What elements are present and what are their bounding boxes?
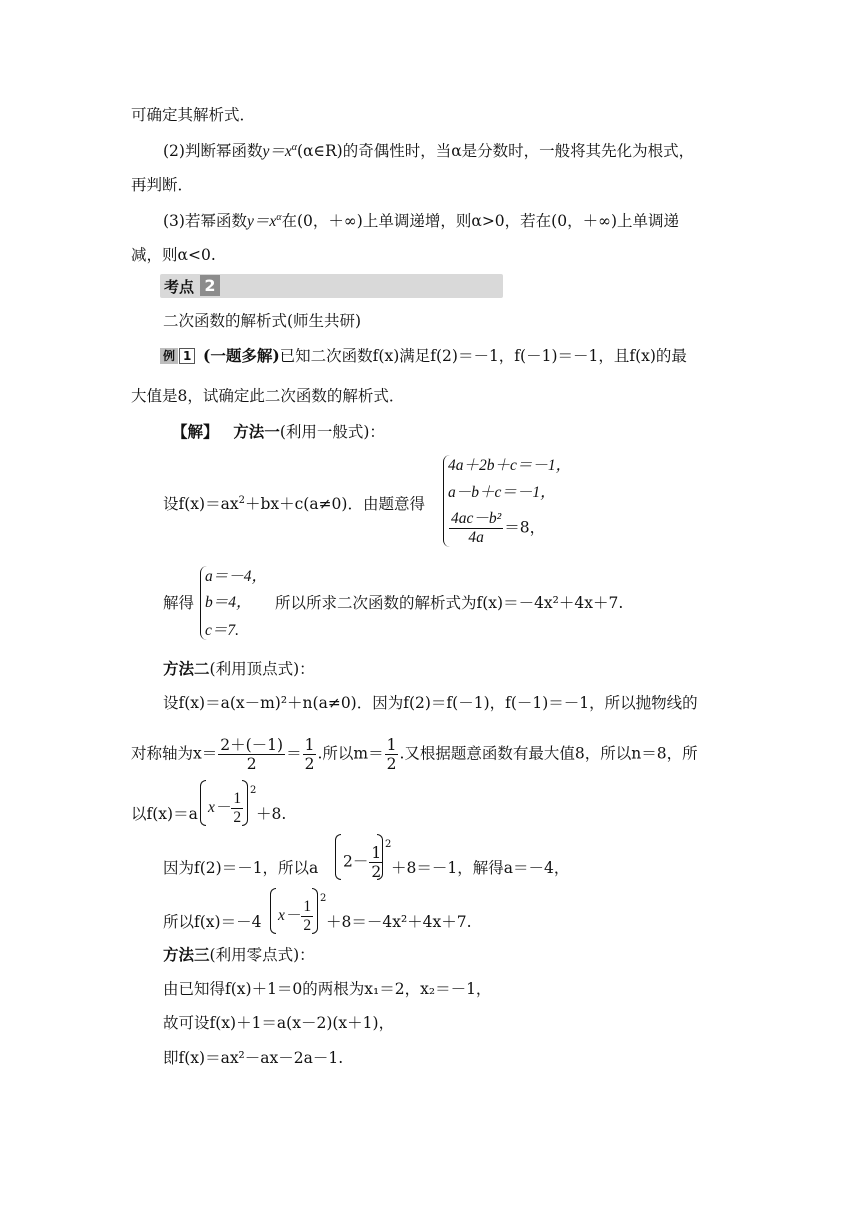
square-exponent-3: 2 [320,893,327,904]
point-2-line: (2)判断幂函数$y=x^\alpha(\alpha\in R)$的奇偶性时，当α是分数时，一般将其先化为根式， [163,142,695,160]
square-exponent-2: 2 [385,839,392,850]
example-line-2: 大值是8，试确定此二次函数的解析式． [131,387,405,405]
point-3-line: (3)若幂函数$y=x^\alpha$在(0，＋∞)上单调递增，则α>0，若在(0，＋∞)上单调递 [163,212,680,230]
example-badge: 例 1 [160,348,195,364]
method-3-line-1: 由已知得f(x)＋1＝0的两根为x₁＝2，x₂＝－1， [163,980,492,998]
method-1-setup: 设$f(x)=ax^2+bx+c(a\ne 0)$．由题意得 [163,495,425,513]
intro-line: 可确定其解析式． [131,106,256,124]
method-2-line-4: 因为f(2)＝－1，所以a [163,859,319,877]
kaodian-number: 2 [200,275,220,296]
solution-a: a＝－4， [205,568,268,585]
left-paren [200,780,206,826]
right-paren-3 [312,888,318,934]
kaodian-label: 考点 [164,278,195,296]
left-paren-2 [335,834,341,880]
point-2-continuation: 再判断． [131,176,194,194]
method-3-heading: 方法三(利用零点式)： [163,945,315,964]
point-3-continuation: 减，则α<0. [131,246,216,264]
paren-content-3: x－ $\frac{1}{2}$ [278,898,312,934]
solve-label: 解得 [163,594,195,612]
method-2-line-4-rest: ＋8＝－1，解得a＝－4， [391,859,570,877]
method-1-heading: 【解】 方法一(利用一般式)： [172,422,385,441]
system-eq-2: a－b＋c＝－1， [448,484,556,501]
method-2-line-5: 所以f(x)＝－4 [163,913,262,931]
paren-content-1: x－ $\frac{1}{2}$ [208,790,242,826]
solution-c: c＝7. [205,622,240,639]
method-3-line-2: 故可设f(x)＋1＝a(x－2)(x＋1)， [163,1014,395,1032]
system-eq-3: $\frac{\text{4ac－b²}}{4a}$ ＝8， [451,510,546,546]
left-paren-3 [270,888,276,934]
example-line-1: (一题多解)已知二次函数f(x)满足f(2)＝－1，f(－1)＝－1，且f(x)的最 [203,346,687,365]
plus-8: ＋8. [256,805,287,823]
method-1-conclusion: 所以所求二次函数的解析式为f(x)＝－4x²＋4x＋7. [275,594,624,612]
method-3-line-3: 即f(x)＝ax²－ax－2a－1. [163,1049,344,1067]
method-2-heading: 方法二(利用顶点式)： [163,659,315,678]
system-eq-1: 4a＋2b＋c＝－1， [448,457,572,474]
method-2-axis-line: 对称轴为x＝ $\frac{2+(-1)}{2}$ ＝ $\frac{1}{2}$ .所以m＝ $\frac{1}{2}$ .又根据题意函数有最大值8，所以n＝8，所 [131,736,698,773]
section-title: 二次函数的解析式(师生共研) [163,312,362,330]
paren-content-2: 2－ $\frac{1}{2}$ [343,844,382,881]
square-exponent: 2 [250,785,257,796]
method-2-line-3: 以f(x)＝a [131,805,198,823]
method-2-line-1: 设f(x)＝a(x－m)²＋n(a≠0)．因为f(2)＝f(－1)，f(－1)＝－1，所以抛物线的 [163,694,698,712]
right-paren-2 [377,834,383,880]
right-paren [242,780,248,826]
method-2-line-5-rest: ＋8＝－4x²＋4x＋7. [326,913,472,931]
solution-b: b＝4， [205,594,252,611]
